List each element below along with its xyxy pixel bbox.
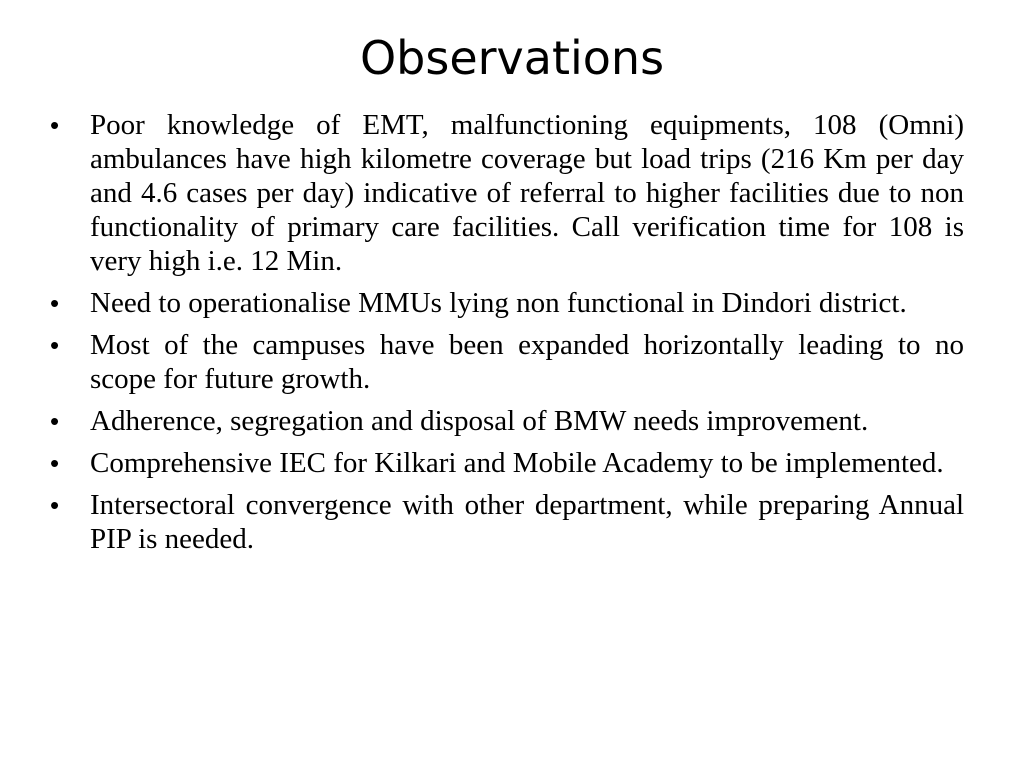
bullet-icon: •	[50, 448, 60, 478]
bullet-item	[50, 404, 964, 438]
bullet-text: Intersectoral convergence with other department, while preparing Annual PIP is needed.	[90, 489, 964, 555]
bullet-item	[50, 286, 964, 320]
bullet-text: Comprehensive IEC for Kilkari and Mobile Academy to be implemented.	[90, 447, 944, 479]
bullet-item	[50, 108, 964, 278]
slide-title: Observations	[359, 31, 665, 85]
bullet-item	[50, 446, 964, 480]
bullet-item	[50, 328, 964, 396]
bullet-icon: •	[50, 490, 60, 520]
bullet-item	[50, 488, 964, 556]
bullet-text: Need to operationalise MMUs lying non functional in Dindori district.	[90, 287, 907, 319]
bullet-icon: •	[50, 406, 60, 436]
bullet-icon: •	[50, 330, 60, 360]
bullet-text: Most of the campuses have been expanded horizontally leading to no scope for future growth.	[90, 329, 964, 395]
bullet-icon: •	[50, 110, 60, 140]
bullet-text: Poor knowledge of EMT, malfunctioning equipments, 108 (Omni) ambulances have high kilometre coverage but load trips (216 Km per day and 4.6 cases per day) indicative of referral to higher facilities due to non functionality of primary care facilities. Call verification time for 108 is very high i.e. 12 Min.	[90, 109, 964, 277]
bullet-icon: •	[50, 288, 60, 318]
bullet-list	[50, 108, 964, 564]
bullet-text: Adherence, segregation and disposal of BMW needs improvement.	[90, 405, 869, 437]
